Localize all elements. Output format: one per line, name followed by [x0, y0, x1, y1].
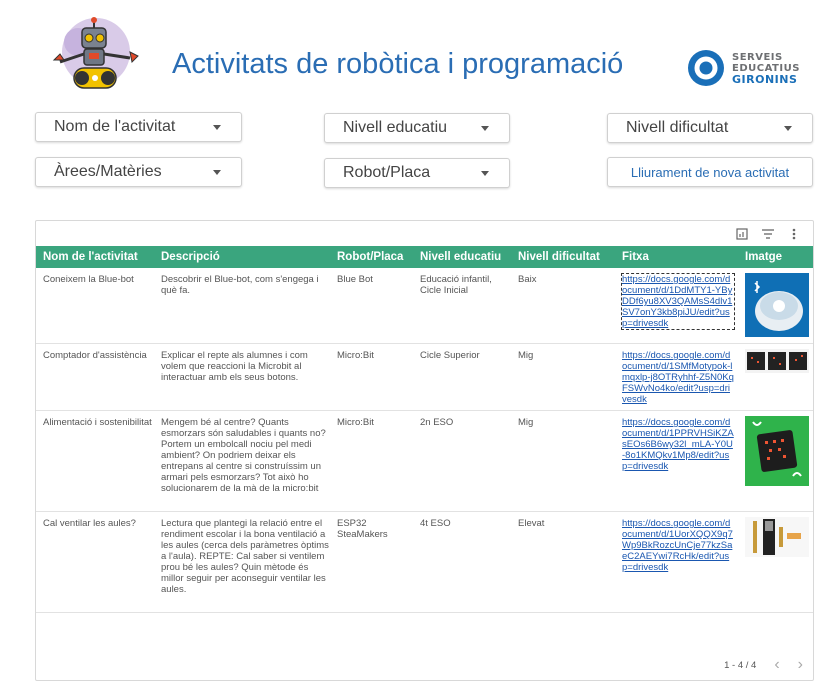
robot-dropdown-label: Robot/Placa: [343, 164, 431, 181]
chevron-right-icon[interactable]: ›: [797, 656, 803, 673]
sheet-link[interactable]: https://docs.google.com/document/d/1PPRVHSiKZAsEOs6B6wy32l_mLA-Y0U-8o1KMQkv1Mp8/edit?usp=drivesdk: [622, 417, 734, 472]
difficulty-dropdown-label: Nivell dificultat: [626, 119, 729, 136]
cell-name: Comptador d'assistència: [43, 350, 147, 361]
activity-name-dropdown-label: Nom de l'activitat: [54, 118, 176, 135]
cell-level: 4t ESO: [420, 518, 451, 529]
cell-level: Cicle Superior: [420, 350, 480, 361]
cell-description: Explicar el repte als alumnes i com volem que reaccioni la Microbit al interactuar amb els seus botons.: [161, 350, 308, 383]
cell-robot: Micro:Bit: [337, 350, 374, 361]
pagination-label: 1 - 4 / 4: [724, 659, 757, 671]
table-header: [36, 246, 813, 268]
cell-name: Alimentació i sostenibilitat: [43, 417, 152, 428]
areas-dropdown-label: Àrees/Matèries: [54, 163, 162, 180]
table-row: [36, 268, 813, 344]
activities-table: [35, 220, 814, 681]
cell-name: Coneixem la Blue-bot: [43, 274, 134, 285]
esp32-board-image[interactable]: [745, 517, 809, 557]
brand-logo: [686, 48, 800, 88]
chart-explore-icon[interactable]: [735, 227, 749, 241]
filter-icon[interactable]: [761, 227, 775, 241]
cell-robot: Blue Bot: [337, 274, 373, 285]
education-level-dropdown-label: Nivell educatiu: [343, 119, 448, 136]
brand-line-3: GIRONINS: [732, 72, 798, 86]
chevron-down-icon: [784, 126, 792, 131]
chevron-down-icon: [481, 126, 489, 131]
sheet-link[interactable]: https://docs.google.com/document/d/1UorXQQX9q7Wp9BkRozcUnCje77kzSaeC2AEYwi7RcHk/edit?usp=drivesdk: [622, 518, 733, 573]
cell-name: Cal ventilar les aules?: [43, 518, 136, 529]
page-title: Activitats de robòtica i programació: [172, 48, 624, 80]
column-header-image[interactable]: Imatge: [745, 251, 783, 263]
chevron-down-icon: [213, 125, 221, 130]
column-header-name[interactable]: Nom de l'activitat: [43, 251, 138, 263]
chevron-down-icon: [213, 170, 221, 175]
cell-description: Lectura que plantegi la relació entre el rendiment escolar i la bona ventilació a les aules (cerca dels paràmetres òptims a l'aula). REPTE: Cal saber si ventilem prou bé les aules? Quin mètode és millor seguir per aconseguir ventilar les aules.: [161, 518, 329, 595]
chevron-down-icon: [481, 171, 489, 176]
microbit-counter-image[interactable]: [745, 349, 809, 373]
header: [0, 0, 839, 110]
table-row: [36, 512, 813, 613]
microbit-green-image[interactable]: [745, 416, 809, 486]
sheet-link[interactable]: https://docs.google.com/document/d/1SMfMotypok-lmqxlp-j8OTRyhhf-Z5N0KqFSWvNo4ko/edit?usp=drivesdk: [622, 350, 734, 405]
brand-line-2: EDUCATIUS: [732, 62, 800, 74]
cell-difficulty: Baix: [518, 274, 537, 285]
column-header-robot[interactable]: Robot/Placa: [337, 251, 404, 263]
submit-new-activity-button[interactable]: Lliurament de nova activitat: [607, 157, 813, 187]
robot-dropdown[interactable]: [324, 158, 510, 188]
table-toolbar: [735, 227, 801, 241]
cell-difficulty: Mig: [518, 350, 534, 361]
blue-bot-image[interactable]: [745, 273, 809, 337]
areas-dropdown[interactable]: [35, 157, 242, 187]
cell-description: Descobrir el Blue-bot, com s'engega i què fa.: [161, 274, 319, 296]
cell-robot: ESP32 SteaMakers: [337, 518, 388, 540]
sheet-link[interactable]: https://docs.google.com/document/d/1DdMTY1-YByDDf6yu8XV3QAMsS4dlv1SV7onY3kb8piJU/edit?usp=drivesdk: [622, 274, 733, 329]
cell-difficulty: Mig: [518, 417, 534, 428]
pagination: [724, 656, 803, 674]
robot-logo-icon: [44, 16, 144, 94]
more-options-icon[interactable]: [787, 227, 801, 241]
column-header-description[interactable]: Descripció: [161, 251, 220, 263]
cell-description: Mengem bé al centre? Quants esmorzars són saludables i quants no? Portem un embolcall nociu pel medi ambient? On podriem deixar els entrepans al centre si construíssim un armari pels esmorzars? Tot això ho solucionarem de la mà de la micro:bit: [161, 417, 326, 494]
column-header-difficulty[interactable]: Nivell dificultat: [518, 251, 600, 263]
brand-line-1: SERVEIS: [732, 51, 783, 63]
cell-level: Educació infantil, Cicle Inicial: [420, 274, 492, 296]
column-header-sheet[interactable]: Fitxa: [622, 251, 649, 263]
activity-name-dropdown[interactable]: [35, 112, 242, 142]
cell-robot: Micro:Bit: [337, 417, 374, 428]
table-row: [36, 344, 813, 411]
difficulty-dropdown[interactable]: [607, 113, 813, 143]
serveis-educatius-logo-icon: [686, 48, 726, 88]
table-row: [36, 411, 813, 512]
cell-level: 2n ESO: [420, 417, 454, 428]
column-header-level[interactable]: Nivell educatiu: [420, 251, 502, 263]
cell-difficulty: Elevat: [518, 518, 545, 529]
education-level-dropdown[interactable]: [324, 113, 510, 143]
chevron-left-icon[interactable]: ‹: [774, 656, 780, 673]
